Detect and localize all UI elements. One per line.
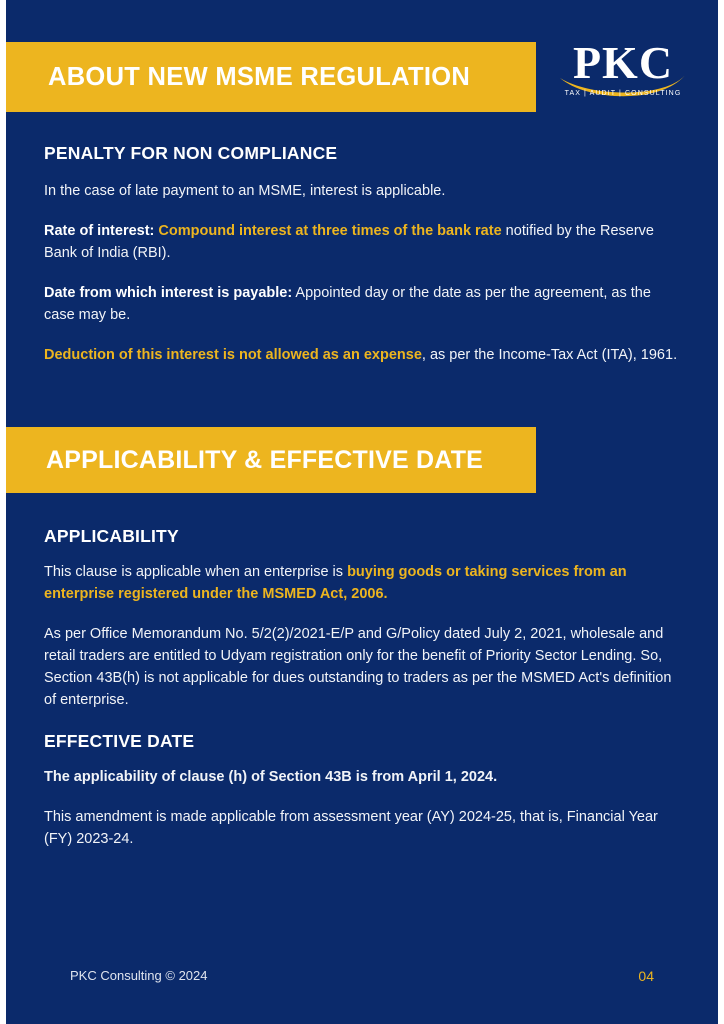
applicability-memorandum: As per Office Memorandum No. 5/2(2)/2021-E/P and G/Policy dated July 2, 2021, wholesale and retail traders are entitled to Udyam registration only for the benefit of Priority Sector Lending. So, Section 43B(h) is not applicable for dues outstanding to traders as per the MSMED Act's definition of enterprise. [44,626,672,708]
section-applicability [44,526,680,711]
footer-page-number: 04 [638,968,654,984]
penalty-date-label: Date from which interest is payable: [44,285,293,301]
penalty-deduction-rest: , as per the Income-Tax Act (ITA), 1961. [421,347,678,363]
applicability-clause-paragraph [44,561,680,605]
pkc-logo [558,38,688,116]
penalty-heading: PENALTY FOR NON COMPLIANCE [44,143,338,163]
section-penalty [44,143,680,366]
page-footer [0,968,724,988]
penalty-deduction-highlight: Deduction of this interest is not allowed as an expense [44,347,422,363]
penalty-rate-label: Rate of interest: [44,223,155,239]
banner-applicability-effective-date [6,427,536,493]
applicability-clause-prefix: This clause is applicable when an enterprise is [44,564,348,580]
logo-wordmark: PKC [572,37,674,88]
penalty-intro: In the case of late payment to an MSME, interest is applicable. [44,183,446,199]
effective-date-heading: EFFECTIVE DATE [44,731,195,751]
effective-date-highlight: The applicability of clause (h) of Section 43B is from April 1, 2024. [44,769,498,785]
banner-title-1: ABOUT NEW MSME REGULATION [48,62,471,91]
footer-copyright: PKC Consulting © 2024 [70,968,208,983]
penalty-date-paragraph [44,282,680,326]
banner-title-2: APPLICABILITY & EFFECTIVE DATE [46,445,484,474]
section-effective-date [44,731,680,850]
penalty-rate-highlight: Compound interest at three times of the bank rate [158,223,502,239]
logo-tagline: TAX | AUDIT | CONSULTING [564,90,682,97]
applicability-heading: APPLICABILITY [44,526,179,546]
penalty-date-rest: Appointed day or the date as per the agreement, as the case may be. [44,285,651,323]
penalty-rate-paragraph [44,220,680,264]
effective-date-detail: This amendment is made applicable from assessment year (AY) 2024-25, that is, Financial Year (FY) 2023-24. [44,809,658,847]
banner-about-msme [6,42,536,112]
penalty-deduction-paragraph [44,344,680,366]
applicability-clause-highlight: buying goods or taking services from an enterprise registered under the MSMED Act, 2006. [44,564,627,602]
penalty-rate-rest: notified by the Reserve Bank of India (RBI). [44,223,654,261]
